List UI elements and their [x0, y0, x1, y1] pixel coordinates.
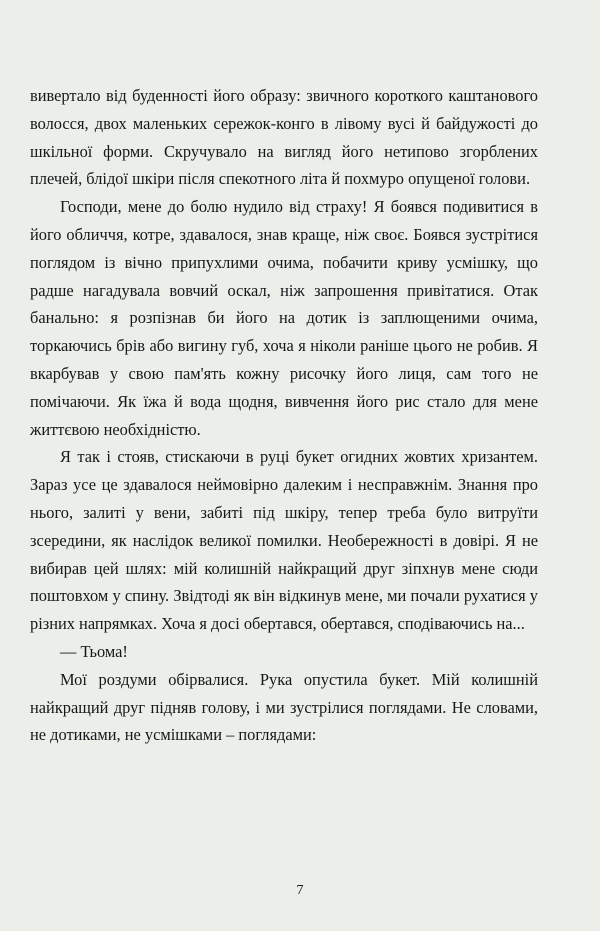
page-number: 7	[296, 883, 304, 898]
paragraph: Я так і стояв, стискаючи в руці букет огидних жовтих хризантем. Зараз усе це здавалося неймовірно далеким і несправжнім. Знання про нього, залиті у вени, забиті під шкіру, тепер треба було витруїти зсередини, як наслідок великої помилки. Необережності в довірі. Я не вибирав цей шлях: мій колишній найкращий друг зіпхнув мене сюди поштовхом у спину. Звідтоді як він відкинув мене, ми почали рухатися у різних напрямках. Хоча я досі обертався, обертався, сподіваючись на...	[30, 447, 538, 634]
page-body-text	[30, 82, 538, 749]
dialogue-line: — Тьома!	[60, 641, 128, 661]
paragraph: Господи, мене до болю нудило від страху! Я боявся подивитися в його обличчя, котре, здавалося, знав краще, ніж своє. Боявся зустрітися поглядом із вічно припухлими очима, побачити криву усмішку, що радше нагадувала вовчий оскал, ніж запрошення привітатися. Отак банально: я розпізнав би його на дотик із заплющеними очима, торкаючись брів або вигину губ, хоча я ніколи раніше цього не робив. Я вкарбував у свою пам'ять кожну рисочку його лиця, сам того не помічаючи. Як їжа й вода щодня, вивчення його рис стало для мене життєвою необхідністю.	[30, 197, 538, 439]
paragraph: Мої роздуми обірвалися. Рука опустила букет. Мій колишній найкращий друг підняв голову, і ми зустрілися поглядами. Не словами, не дотиками, не усмішками – поглядами:	[30, 669, 538, 745]
paragraph: вивертало від буденності його образу: звичного короткого каштанового волосся, двох маленьких сережок-конго в лівому вусі й байдужості до шкільної форми. Скручувало на вигляд його нетипово згорблених плечей, блідої шкіри після спекотного літа й похмуро опущеної голови.	[30, 86, 538, 189]
